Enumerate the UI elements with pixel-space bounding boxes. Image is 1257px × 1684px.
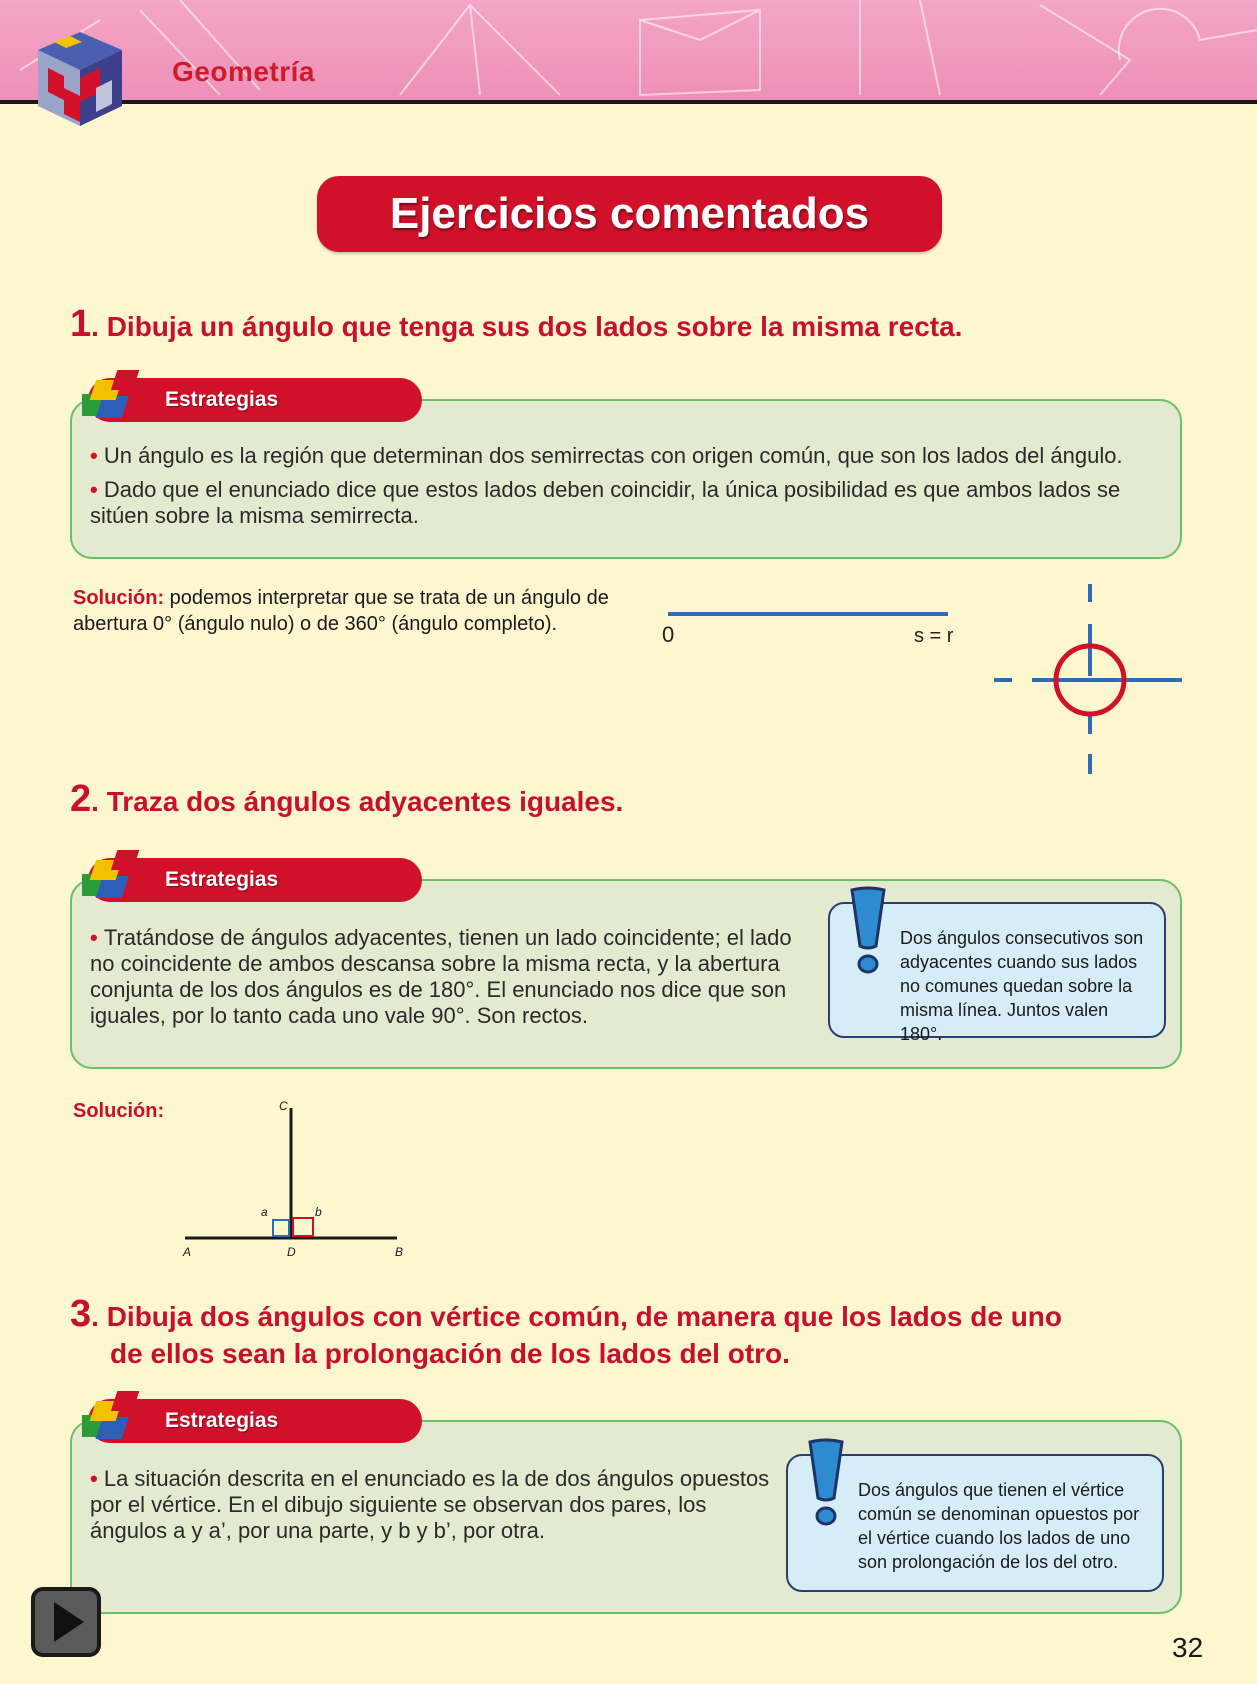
exercise-dot: . bbox=[91, 311, 99, 342]
exercise-3-title-line2: de ellos sean la prolongación de los lados del otro. bbox=[110, 1338, 790, 1369]
exercise-dot: . bbox=[91, 1301, 99, 1332]
strategies-label: Estrategias bbox=[165, 868, 279, 891]
solution-2 bbox=[73, 1098, 164, 1124]
label-B: B bbox=[395, 1245, 404, 1259]
null-angle-figure bbox=[660, 600, 970, 660]
puzzle-icon bbox=[82, 848, 152, 906]
strategies-box-1 bbox=[70, 399, 1182, 559]
origin-label: 0 bbox=[662, 622, 675, 647]
strategy-bullet bbox=[90, 925, 810, 1029]
strategy-bullet bbox=[90, 477, 1160, 529]
label-a: a bbox=[261, 1205, 268, 1219]
strategies-label: Estrategias bbox=[165, 1409, 279, 1432]
strategies-tab-2 bbox=[88, 858, 422, 902]
exercise-number: 2 bbox=[70, 778, 92, 820]
bullet-dot: • bbox=[90, 925, 104, 950]
solution-1 bbox=[73, 585, 633, 637]
strategies-tab-3 bbox=[88, 1399, 422, 1443]
page-title: Ejercicios comentados bbox=[317, 176, 942, 252]
strategy-bullet bbox=[90, 443, 1160, 469]
label-D: D bbox=[287, 1245, 296, 1259]
bullet-dot: • bbox=[90, 443, 104, 468]
bullet-dot: • bbox=[90, 1466, 104, 1491]
solution-label: Solución: bbox=[73, 587, 165, 609]
adjacent-angles-figure bbox=[175, 1098, 415, 1268]
exercise-statement: Traza dos ángulos adyacentes iguales. bbox=[106, 786, 624, 817]
strategies-tab-1 bbox=[88, 378, 422, 422]
header-rule bbox=[0, 100, 1257, 104]
bullet-dot: • bbox=[90, 477, 104, 502]
exercise-1-title bbox=[70, 303, 963, 345]
bullet-text: Un ángulo es la región que determinan dos semirrectas con origen común, que son los lados del ángulo. bbox=[103, 443, 1123, 468]
crosshair-icon bbox=[990, 584, 1190, 774]
strategies-label: Estrategias bbox=[165, 388, 279, 411]
note-text: Dos ángulos consecutivos son adyacentes cuando sus lados no comunes quedan sobre la misma línea. Juntos valen 180°. bbox=[900, 928, 1144, 1044]
solution-label: Solución: bbox=[73, 1100, 165, 1122]
exercise-number: 3 bbox=[70, 1293, 92, 1335]
section-label: Geometría bbox=[172, 56, 315, 87]
label-A: A bbox=[183, 1245, 192, 1259]
exercise-number: 1 bbox=[70, 303, 92, 345]
page-number: 32 bbox=[1172, 1632, 1204, 1663]
bullet-text: Dado que el enunciado dice que estos lados deben coincidir, la única posibilidad es que ambos lados se sitúen sobre la misma semirrecta. bbox=[90, 477, 1121, 528]
exercise-2-title bbox=[70, 778, 624, 820]
exclamation-icon bbox=[802, 1438, 852, 1530]
bullet-text: Tratándose de ángulos adyacentes, tienen un lado coincidente; el lado no coincidente de ambos descansa sobre la misma recta, y la abertura conjunta de los dos ángulos es de 180°. El enunciado nos dice que son iguales, por lo tanto cada uno vale 90°. Son rectos. bbox=[90, 925, 792, 1028]
puzzle-icon bbox=[82, 368, 152, 426]
exclamation-icon bbox=[844, 886, 894, 978]
exercise-dot: . bbox=[91, 786, 99, 817]
bullet-text: La situación descrita en el enunciado es la de dos ángulos opuestos por el vértice. En el dibujo siguiente se observan dos pares, los ángulos a y a’, por una parte, y b y b’, por otra. bbox=[90, 1466, 770, 1543]
ray-label: s = r bbox=[914, 625, 954, 647]
label-b: b bbox=[315, 1205, 322, 1219]
play-button[interactable] bbox=[30, 1586, 102, 1658]
right-angle-mark-a bbox=[273, 1220, 289, 1236]
right-angle-mark-b bbox=[293, 1218, 313, 1236]
note-text: Dos ángulos que tienen el vértice común se denominan opuestos por el vértice cuando los lados de uno son prolongación de los del otro. bbox=[858, 1480, 1140, 1572]
exercise-statement-line1: Dibuja dos ángulos con vértice común, de manera que los lados de uno bbox=[106, 1301, 1062, 1332]
puzzle-icon bbox=[82, 1389, 152, 1447]
geometry-cube-logo bbox=[30, 28, 130, 132]
label-c: C bbox=[279, 1099, 288, 1113]
exercise-3-title bbox=[70, 1293, 1062, 1335]
strategy-bullet bbox=[90, 1466, 770, 1544]
solution-text: podemos interpretar que se trata de un ángulo de abertura 0° (ángulo nulo) o de 360° (ángulo completo). bbox=[73, 587, 609, 635]
exercise-statement: Dibuja un ángulo que tenga sus dos lados sobre la misma recta. bbox=[106, 311, 963, 342]
